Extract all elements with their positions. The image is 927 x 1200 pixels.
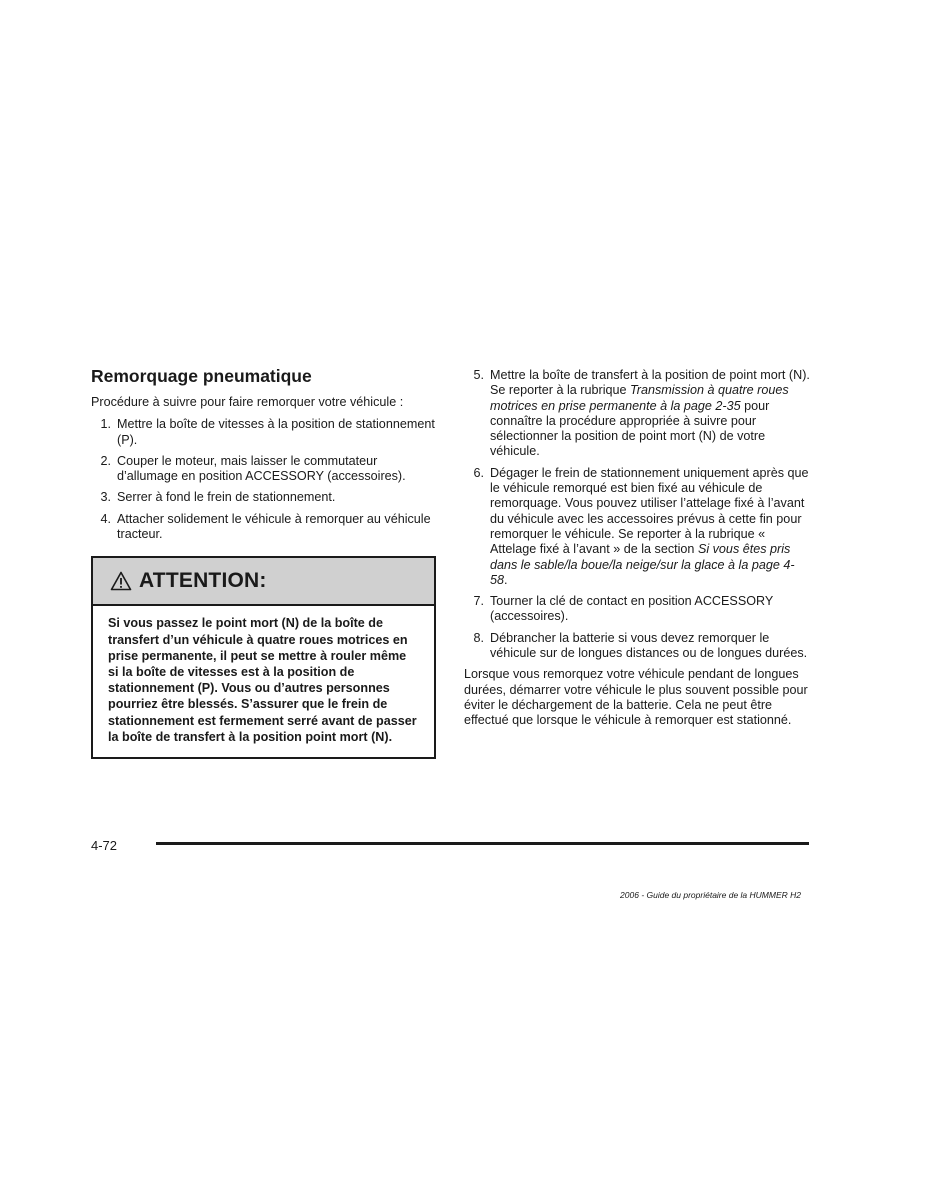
list-item [464, 594, 810, 625]
step-number: 3. [100, 490, 111, 505]
step-text-part: Dégager le frein de stationnement uniquement après que le véhicule remorqué est bien fixé au véhicule de remorquage. Vous pouvez utiliser l’attelage fixé à l’avant du véhicule avec les accessoires prévus à cette fin pour remorquer le véhicule. Se reporter à la rubrique « Attelage fixé à l’avant » de la section [490, 465, 809, 557]
list-item [464, 631, 810, 662]
step-number: 7. [473, 594, 484, 609]
section-heading: Remorquage pneumatique [91, 366, 312, 386]
list-item [464, 466, 810, 588]
attention-header [93, 558, 434, 606]
footer-rule [156, 842, 809, 845]
step-number: 6. [473, 465, 484, 480]
steps-list-left [91, 417, 436, 542]
steps-list-right [464, 368, 810, 661]
list-item [464, 368, 810, 460]
list-item [91, 417, 436, 448]
step-text: Mettre la boîte de vitesses à la position de stationnement (P). [117, 417, 435, 447]
cross-reference: Si vous êtes pris dans le sable/la boue/la neige/sur la glace à la page 4-58 [490, 542, 795, 587]
intro-text: Procédure à suivre pour faire remorquer votre véhicule : [91, 395, 404, 409]
step-text: Attacher solidement le véhicule à remorquer au véhicule tracteur. [117, 511, 431, 542]
step-number: 8. [473, 630, 484, 645]
attention-box [91, 556, 436, 759]
left-column [91, 366, 436, 759]
list-item [91, 490, 436, 505]
attention-body: Si vous passez le point mort (N) de la boîte de transfert d’un véhicule à quatre roues motrices en prise permanente, il peut se mettre à rouler même si la boîte de vitesses est à la position de stationnement (P). Vous ou d’autres personnes pourriez être blessés. S’assurer que le frein de stationnement est fermement serré avant de passer la boîte de transfert à la position point mort (N). [108, 616, 417, 744]
step-text-part: Mettre la boîte de transfert à la position de point mort (N). Se reporter à la rubrique [490, 368, 810, 398]
warning-triangle-icon [110, 571, 132, 591]
step-number: 5. [473, 368, 484, 382]
cross-reference: Transmission à quatre roues motrices en prise permanente à la page 2-35 [490, 383, 789, 413]
step-text-part: pour connaître la procédure appropriée à suivre pour sélectionner la position de point mort (N) de votre véhicule. [490, 398, 770, 459]
step-text: Tourner la clé de contact en position ACCESSORY (accessoires). [490, 594, 774, 624]
step-number: 1. [100, 417, 111, 432]
step-text: Serrer à fond le frein de stationnement. [117, 490, 336, 505]
page-number: 4-72 [91, 838, 118, 853]
list-item [91, 512, 436, 543]
step-number: 4. [100, 511, 111, 526]
closing-paragraph: Lorsque vous remorquez votre véhicule pendant de longues durées, démarrer votre véhicule le plus souvent possible pour éviter le déchargement de la batterie. Cela ne peut être effectué que lorsque le véhicule à remorquer est stationné. [464, 667, 808, 728]
right-column [464, 368, 810, 729]
step-text: Couper le moteur, mais laisser le commutateur d’allumage en position ACCESSORY (accessoires). [117, 453, 406, 484]
step-text-part: . [504, 572, 508, 587]
step-text [490, 466, 810, 588]
step-number: 2. [100, 453, 111, 468]
step-text: Débrancher la batterie si vous devez remorquer le véhicule sur de longues distances ou de longues durées. [490, 630, 808, 661]
step-text [490, 368, 810, 460]
attention-title: ATTENTION: [139, 569, 267, 593]
footer-text: 2006 - Guide du propriétaire de la HUMMER H2 [620, 890, 801, 900]
list-item [91, 454, 436, 485]
